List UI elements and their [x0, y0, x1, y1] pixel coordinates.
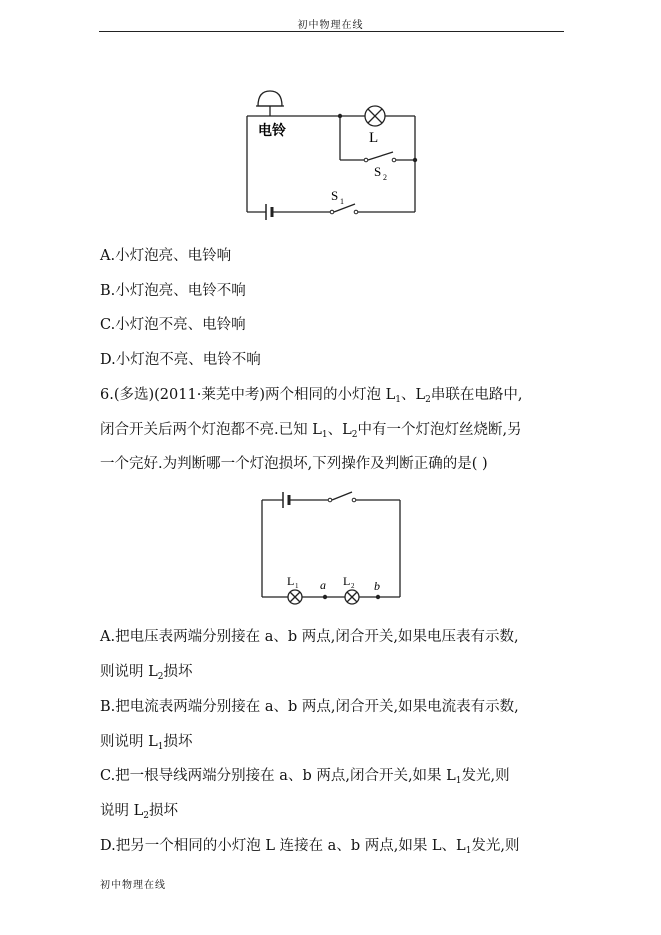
- page-header: 初中物理在线: [297, 20, 364, 31]
- q6-option-c-line1: C.把一根导线两端分别接在 a、b 两点,闭合开关,如果 $L_1$发光,则: [100, 768, 510, 786]
- switch-s2-sub: 2: [383, 173, 387, 182]
- q6-option-c-line2: 说明 $L_2$损坏: [100, 803, 178, 821]
- q6-option-d-line1: D.把另一个相同的小灯泡 L 连接在 a、b 两点,如果 L、$L_1$发光,则: [100, 838, 520, 856]
- header-divider: [99, 31, 564, 32]
- switch-s2-label: S: [374, 164, 382, 179]
- l1-sub: 1: [295, 582, 299, 590]
- q5-option-d: D.小灯泡不亮、电铃不响: [100, 352, 261, 368]
- switch-s1-label: S: [331, 188, 339, 203]
- lamp-label: L: [369, 130, 379, 146]
- circuit-diagram-bell: [230, 85, 430, 220]
- switch-s2-lever: [368, 152, 393, 160]
- point-b: [376, 595, 380, 599]
- switch-lever: [332, 492, 352, 500]
- q6-option-a-line1: A.把电压表两端分别接在 a、b 两点,闭合开关,如果电压表有示数,: [100, 629, 519, 645]
- bell-label: 电铃: [258, 124, 286, 139]
- point-b-label: b: [374, 579, 380, 593]
- bell-icon: [258, 91, 282, 106]
- q6-option-a-line2: 则说明 $L_2$损坏: [100, 664, 193, 682]
- q6-stem-line3: 一个完好.为判断哪一个灯泡损坏,下列操作及判断正确的是( ): [100, 456, 488, 472]
- q5-option-a: A.小灯泡亮、电铃响: [100, 248, 232, 264]
- point-a-label: a: [320, 578, 326, 592]
- l2-label: L: [343, 574, 351, 588]
- l1-label: L: [287, 574, 295, 588]
- l2-sub: 2: [351, 582, 355, 590]
- page-footer: 初中物理在线: [100, 880, 166, 891]
- switch-s1-sub: 1: [340, 197, 344, 206]
- q6-option-b-line1: B.把电流表两端分别接在 a、b 两点,闭合开关,如果电流表有示数,: [100, 699, 519, 715]
- point-a: [323, 595, 327, 599]
- q6-stem-line2: 闭合开关后两个灯泡都不亮.已知 $L_1$、$L_2$中有一个灯泡灯丝烧断,另: [100, 422, 522, 440]
- circuit-diagram-lamps: [255, 485, 410, 610]
- switch-s1-lever: [334, 204, 355, 212]
- q5-option-b: B.小灯泡亮、电铃不响: [100, 283, 246, 299]
- q5-option-c: C.小灯泡不亮、电铃响: [100, 317, 246, 333]
- q6-stem-line1: 6.(多选)(2011·莱芜中考)两个相同的小灯泡 $L_1$、$L_2$串联在电路中,: [100, 387, 523, 405]
- q6-option-b-line2: 则说明 $L_1$损坏: [100, 734, 193, 752]
